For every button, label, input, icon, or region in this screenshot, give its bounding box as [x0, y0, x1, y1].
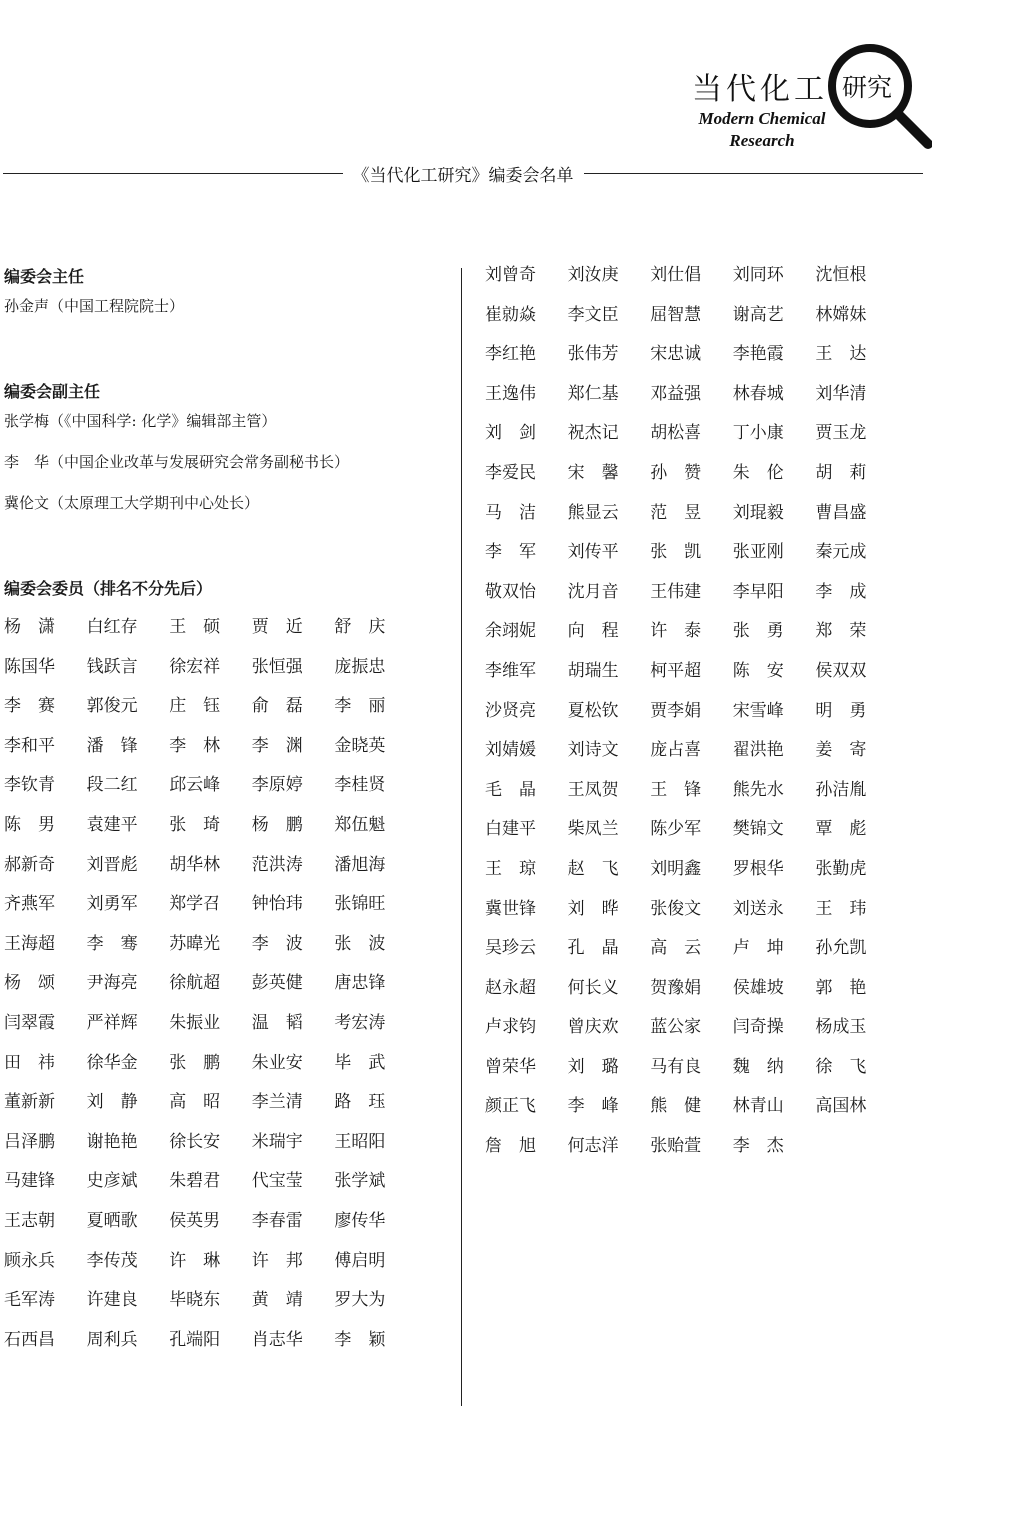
member-name: 沈月音 — [567, 581, 619, 602]
member-name: 毕晓东 — [169, 1290, 221, 1311]
member-name: 翟洪艳 — [732, 740, 784, 761]
member-name: 胡华林 — [169, 854, 221, 875]
member-name: 杨 鹏 — [251, 814, 303, 835]
member-name: 王逸伟 — [485, 383, 536, 404]
journal-logo-cn: 当代化工 — [692, 72, 828, 107]
member-name: 俞 磊 — [251, 696, 303, 717]
member-name: 廖传华 — [334, 1210, 386, 1231]
member-name: 孙允凯 — [815, 938, 867, 959]
member-name: 李文臣 — [567, 304, 619, 325]
member-name: 李 波 — [251, 933, 303, 954]
member-name: 李 渊 — [251, 735, 303, 756]
member-name: 王伟建 — [650, 581, 702, 602]
member-name: 徐 飞 — [815, 1056, 867, 1077]
member-name: 张 琦 — [169, 814, 221, 835]
member-name: 李 林 — [169, 735, 221, 756]
member-name: 舒 庆 — [334, 617, 386, 637]
title-rule-left — [3, 173, 343, 174]
member-name: 詹 旭 — [485, 1136, 536, 1157]
member-name: 史彦斌 — [86, 1171, 138, 1192]
member-name: 郑 荣 — [815, 621, 867, 642]
member-name: 张亚刚 — [732, 542, 784, 563]
member-name: 祝杰记 — [567, 423, 619, 444]
member-name: 冀世锋 — [485, 898, 536, 919]
member-name: 宋 馨 — [567, 462, 619, 483]
member-name: 贾玉龙 — [815, 423, 867, 444]
title-rule-right — [584, 173, 924, 174]
member-name: 钱跃言 — [86, 656, 138, 677]
member-name: 李 丽 — [334, 696, 386, 717]
member-name: 许 琳 — [169, 1250, 221, 1271]
member-name: 王 硕 — [169, 617, 221, 637]
member-name: 毕 武 — [334, 1052, 386, 1073]
member-name: 胡松喜 — [650, 423, 702, 444]
member-name: 许 邦 — [251, 1250, 303, 1271]
member-name: 刘曾奇 — [485, 265, 536, 285]
member-name: 唐忠锋 — [334, 973, 386, 994]
member-name: 陈 男 — [4, 814, 55, 835]
member-name: 孙洁胤 — [815, 779, 867, 800]
member-name: 刘同环 — [732, 265, 784, 285]
member-name: 肖志华 — [251, 1329, 303, 1350]
member-name: 郭俊元 — [86, 696, 138, 717]
journal-logo-mag-text: 研究 — [842, 73, 893, 102]
member-name: 张恒强 — [251, 656, 303, 677]
member-name: 庄 钰 — [169, 696, 221, 717]
member-name: 柯平超 — [650, 660, 702, 681]
section-gap — [4, 530, 444, 574]
member-name: 袁建平 — [86, 814, 138, 835]
vice-director-entry: 冀伦文（太原理工大学期刊中心处长） — [4, 494, 260, 512]
member-name: 杨 潇 — [4, 617, 55, 637]
member-name: 白建平 — [485, 819, 536, 840]
member-name: 张伟芳 — [567, 344, 619, 365]
member-name: 徐航超 — [169, 973, 221, 994]
member-name: 卢 坤 — [732, 938, 784, 959]
member-name: 李和平 — [4, 735, 55, 756]
member-name: 刘勇军 — [86, 894, 138, 915]
right-column — [485, 262, 898, 1173]
member-name: 向 程 — [567, 621, 619, 642]
member-name: 林春城 — [732, 383, 784, 404]
member-name: 贺豫娟 — [650, 977, 702, 998]
member-name: 蓝公家 — [650, 1017, 702, 1038]
member-name: 李 军 — [485, 542, 536, 563]
member-name: 王 达 — [815, 344, 867, 365]
logo-en-line-2: Research — [729, 131, 795, 150]
member-name: 孙 赞 — [650, 462, 702, 483]
member-name: 李传茂 — [86, 1250, 138, 1271]
member-name: 刘晋彪 — [86, 854, 138, 875]
member-name: 侯雄坡 — [732, 977, 784, 998]
logo-en-line-1: Modern Chemical — [698, 109, 826, 128]
member-name: 胡瑞生 — [567, 660, 619, 681]
member-name: 孔端阳 — [169, 1329, 221, 1350]
vice-director-entry: 李 华（中国企业改革与发展研究会常务副秘书长） — [4, 453, 350, 471]
member-name: 董新新 — [4, 1092, 55, 1113]
member-name: 郑仁基 — [567, 383, 619, 404]
member-name: 毛军涛 — [4, 1290, 55, 1311]
member-name: 刘 晔 — [567, 898, 619, 919]
member-name: 考宏涛 — [334, 1012, 386, 1033]
member-name: 张学斌 — [334, 1171, 386, 1192]
member-name: 侯英男 — [169, 1210, 221, 1231]
member-name: 田 祎 — [4, 1052, 55, 1073]
member-name: 魏 纳 — [732, 1056, 784, 1077]
member-name: 郝新奇 — [4, 854, 55, 875]
member-name: 范洪涛 — [251, 854, 303, 875]
member-name: 李早阳 — [732, 581, 784, 602]
member-name: 张贻萱 — [650, 1136, 702, 1157]
member-name: 段二红 — [86, 775, 138, 796]
member-name: 何志洋 — [567, 1136, 619, 1157]
member-name: 谢艳艳 — [86, 1131, 138, 1152]
member-name: 张 凯 — [650, 542, 702, 563]
member-name: 贾李娟 — [650, 700, 702, 721]
member-name: 夏晒歌 — [86, 1210, 138, 1231]
member-name: 颜正飞 — [485, 1096, 536, 1117]
member-name: 张俊文 — [650, 898, 702, 919]
member-name: 傅启明 — [334, 1250, 386, 1271]
member-name: 杨 颂 — [4, 973, 55, 994]
member-name: 邓益强 — [650, 383, 702, 404]
member-name: 徐华金 — [86, 1052, 138, 1073]
member-name: 曾荣华 — [485, 1056, 536, 1077]
member-name: 丁小康 — [732, 423, 784, 444]
section-gap — [4, 333, 444, 377]
member-name: 苏暐光 — [169, 933, 221, 954]
member-name: 敬双怡 — [485, 581, 536, 602]
member-name: 李春雷 — [251, 1210, 303, 1231]
member-name: 徐宏祥 — [169, 656, 221, 677]
member-name: 尹海亮 — [86, 973, 138, 994]
member-name: 吕泽鹏 — [4, 1131, 55, 1152]
member-name: 白红存 — [86, 617, 138, 637]
member-name: 林嫦妹 — [815, 304, 867, 325]
member-name: 罗根华 — [732, 858, 784, 879]
member-name: 马有良 — [650, 1056, 702, 1077]
member-name: 马建锋 — [4, 1171, 55, 1192]
member-name: 郭 艳 — [815, 977, 867, 998]
vice-director-entry: 张学梅（《中国科学: 化学》编辑部主管） — [4, 412, 277, 430]
member-name: 刘送永 — [732, 898, 784, 919]
member-name: 李 赛 — [4, 696, 55, 717]
member-name: 谢高艺 — [732, 304, 784, 325]
member-name: 严祥辉 — [86, 1012, 138, 1033]
member-name: 邱云峰 — [169, 775, 221, 796]
member-name: 曹昌盛 — [815, 502, 867, 523]
member-name: 李 峰 — [567, 1096, 619, 1117]
member-name: 樊锦文 — [732, 819, 784, 840]
member-name: 闫翠霞 — [4, 1012, 55, 1033]
member-name: 庞振忠 — [334, 656, 386, 677]
member-name: 赵 飞 — [567, 858, 619, 879]
member-name: 李 骞 — [86, 933, 138, 954]
member-name: 张勤虎 — [815, 858, 867, 879]
member-name: 周利兵 — [86, 1329, 138, 1350]
member-name: 高 昭 — [169, 1092, 221, 1113]
member-name: 李原婷 — [251, 775, 303, 796]
member-name: 刘琨毅 — [732, 502, 784, 523]
member-name: 熊 健 — [650, 1096, 702, 1117]
member-name: 马 洁 — [485, 502, 536, 523]
member-name: 庞占喜 — [650, 740, 702, 761]
member-name: 张锦旺 — [334, 894, 386, 915]
member-name: 杨成玉 — [815, 1017, 867, 1038]
member-name: 赵永超 — [485, 977, 536, 998]
member-name: 朱碧君 — [169, 1171, 221, 1192]
member-name: 郑学召 — [169, 894, 221, 915]
member-name: 崔勍焱 — [485, 304, 536, 325]
member-name: 许 泰 — [650, 621, 702, 642]
member-name: 何长义 — [567, 977, 619, 998]
member-name: 潘 锋 — [86, 735, 138, 756]
member-name: 刘汝庚 — [567, 265, 619, 285]
member-name: 曾庆欢 — [567, 1017, 619, 1038]
member-name: 李红艳 — [485, 344, 536, 365]
journal-logo-en — [672, 108, 852, 152]
member-grid-left — [4, 614, 444, 1366]
member-name: 许建良 — [86, 1290, 138, 1311]
member-name: 张 鹏 — [169, 1052, 221, 1073]
member-name: 路 珏 — [334, 1092, 386, 1113]
member-name: 刘 剑 — [485, 423, 536, 444]
member-name: 明 勇 — [815, 700, 867, 721]
member-name: 金晓英 — [334, 735, 386, 756]
member-name: 米瑞宇 — [251, 1131, 303, 1152]
member-name: 彭英健 — [251, 973, 303, 994]
member-name: 刘仕倡 — [650, 265, 702, 285]
member-name: 沈恒根 — [815, 265, 867, 285]
member-name: 吴珍云 — [485, 938, 536, 959]
member-name: 李钦青 — [4, 775, 55, 796]
member-name: 柴凤兰 — [567, 819, 619, 840]
member-name: 高国林 — [815, 1096, 867, 1117]
member-name: 姜 寄 — [815, 740, 867, 761]
member-name: 熊显云 — [567, 502, 619, 523]
member-name: 朱业安 — [251, 1052, 303, 1073]
member-name: 刘 璐 — [567, 1056, 619, 1077]
member-name: 朱振业 — [169, 1012, 221, 1033]
director-heading: 编委会主任 — [4, 267, 85, 286]
director-entry: 孙金声（中国工程院院士） — [4, 297, 185, 315]
member-name: 刘明鑫 — [650, 858, 702, 879]
member-name: 夏松钦 — [567, 700, 619, 721]
member-name: 刘诗文 — [567, 740, 619, 761]
member-name: 代宝莹 — [251, 1171, 303, 1192]
member-name: 陈少军 — [650, 819, 702, 840]
member-name: 王 玮 — [815, 898, 867, 919]
member-name: 钟怡玮 — [251, 894, 303, 915]
member-name: 朱 伦 — [732, 462, 784, 483]
member-name: 余翊妮 — [485, 621, 536, 642]
member-name: 屈智慧 — [650, 304, 702, 325]
member-name: 熊先水 — [732, 779, 784, 800]
member-name: 胡 莉 — [815, 462, 867, 483]
member-name: 张 勇 — [732, 621, 784, 642]
member-name: 温 韬 — [251, 1012, 303, 1033]
title-row — [3, 160, 923, 186]
member-name: 王海超 — [4, 933, 55, 954]
member-name: 齐燕军 — [4, 894, 55, 915]
member-name: 范 昱 — [650, 502, 702, 523]
member-name: 王 锋 — [650, 779, 702, 800]
member-grid-right — [485, 262, 898, 1173]
member-name: 陈国华 — [4, 656, 55, 677]
member-name: 顾永兵 — [4, 1250, 55, 1271]
page-title: 《当代化工研究》编委会名单 — [352, 165, 574, 186]
member-name: 李兰清 — [251, 1092, 303, 1113]
member-name: 刘婧媛 — [485, 740, 536, 761]
member-name: 张 波 — [334, 933, 386, 954]
member-name: 王凤贺 — [567, 779, 619, 800]
member-name: 宋忠诚 — [650, 344, 702, 365]
member-name: 刘华清 — [815, 383, 867, 404]
member-name: 徐长安 — [169, 1131, 221, 1152]
member-name: 秦元成 — [815, 542, 867, 563]
member-name: 王 琼 — [485, 858, 536, 879]
member-name: 闫奇操 — [732, 1017, 784, 1038]
vice-director-heading: 编委会副主任 — [4, 382, 101, 401]
member-name: 刘传平 — [567, 542, 619, 563]
member-name: 高 云 — [650, 938, 702, 959]
member-name: 石西昌 — [4, 1329, 55, 1350]
member-name: 李 杰 — [732, 1136, 784, 1157]
member-name: 林青山 — [732, 1096, 784, 1117]
member-name: 李 成 — [815, 581, 867, 602]
member-name: 李维军 — [485, 660, 536, 681]
member-name: 贾 近 — [251, 617, 303, 637]
member-name: 孔 晶 — [567, 938, 619, 959]
member-name: 李 颖 — [334, 1329, 386, 1350]
member-name: 罗大为 — [334, 1290, 386, 1311]
member-name: 卢求钧 — [485, 1017, 536, 1038]
member-name: 李爱民 — [485, 462, 536, 483]
member-name: 侯双双 — [815, 660, 867, 681]
member-name: 郑伍魁 — [334, 814, 386, 835]
member-name: 李艳霞 — [732, 344, 784, 365]
member-name: 覃 彪 — [815, 819, 867, 840]
member-name: 潘旭海 — [334, 854, 386, 875]
member-name: 李桂贤 — [334, 775, 386, 796]
members-heading: 编委会委员（排名不分先后） — [4, 579, 213, 598]
member-name: 沙贤亮 — [485, 700, 536, 721]
member-name: 王昭阳 — [334, 1131, 386, 1152]
member-name: 毛 晶 — [485, 779, 536, 800]
column-divider — [461, 268, 462, 1406]
member-name: 宋雪峰 — [732, 700, 784, 721]
member-name: 黄 靖 — [251, 1290, 303, 1311]
member-name: 陈 安 — [732, 660, 784, 681]
member-name: 王志朝 — [4, 1210, 55, 1231]
left-column — [4, 262, 444, 1366]
member-name: 刘 静 — [86, 1092, 138, 1113]
